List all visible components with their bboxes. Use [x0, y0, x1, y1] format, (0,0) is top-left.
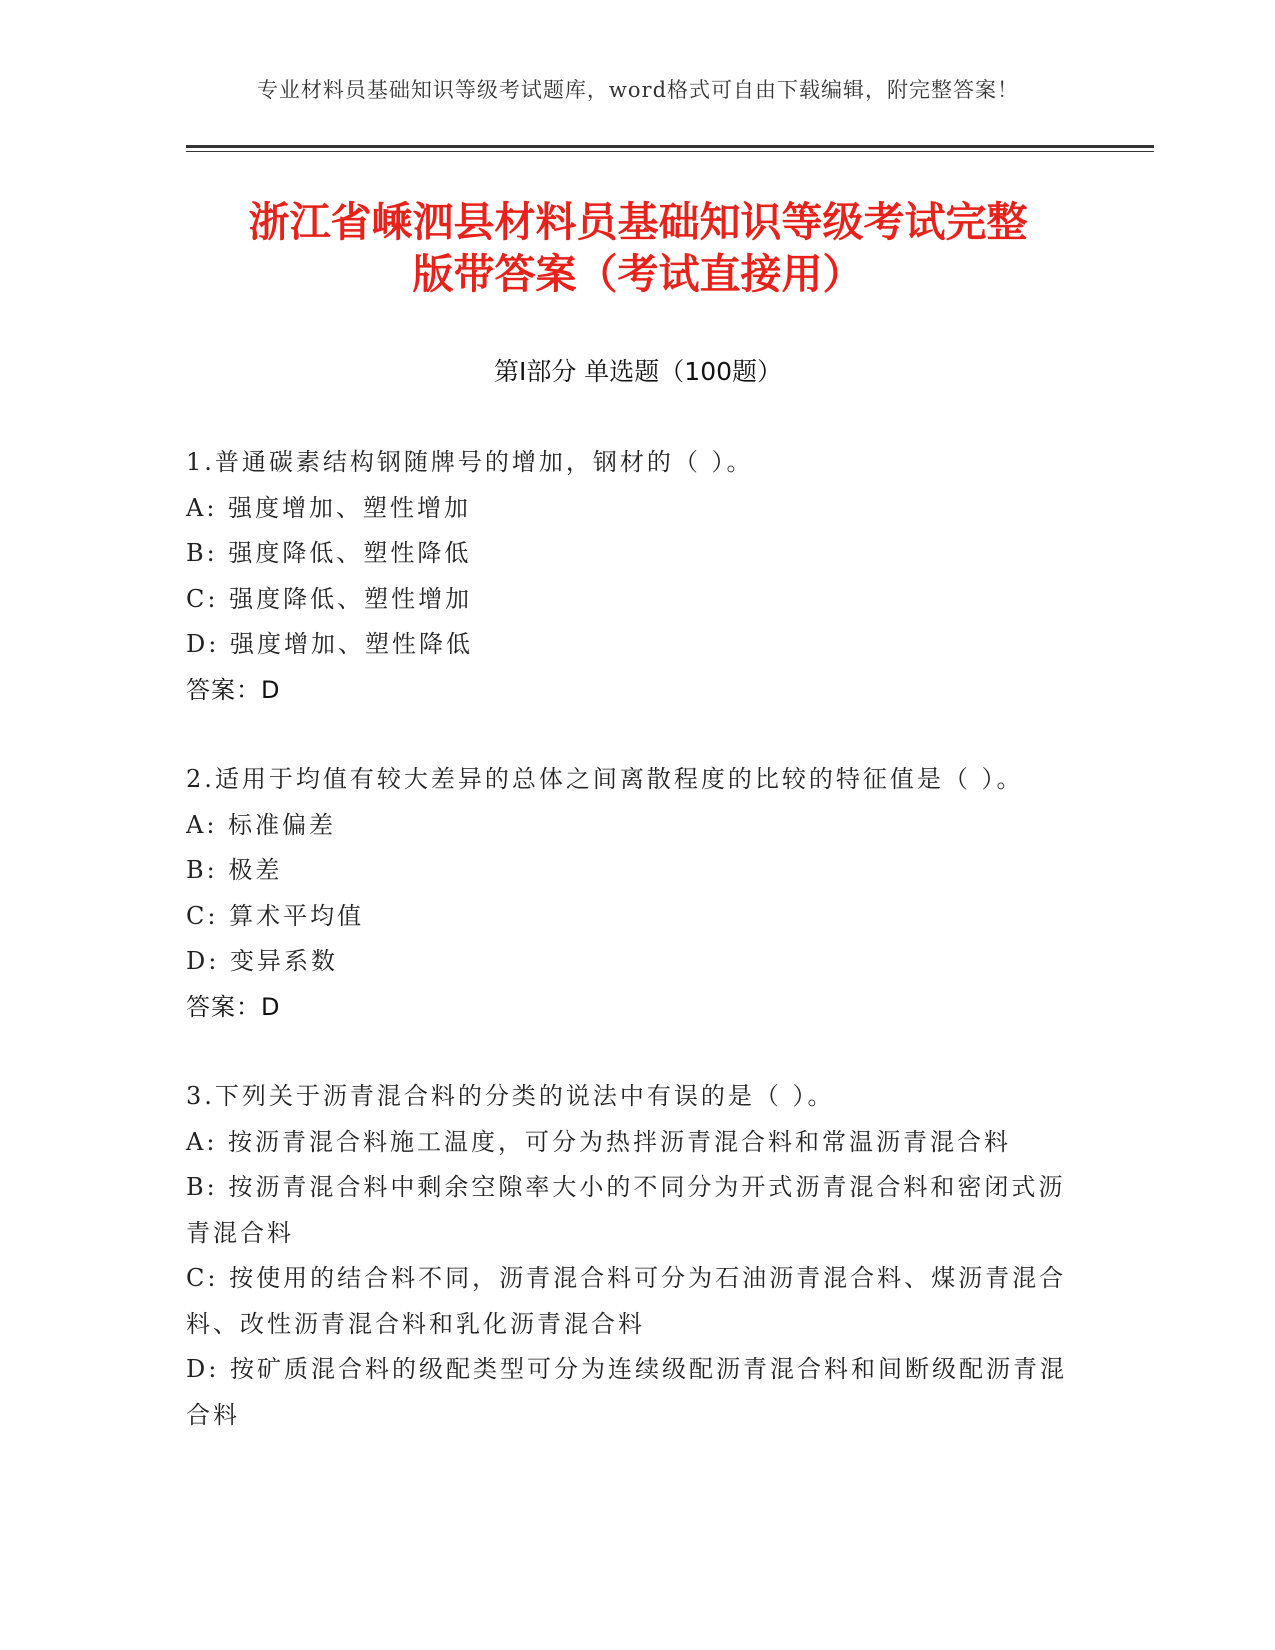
option-a: A: 强度增加、塑性增加 — [186, 493, 472, 522]
option-a: A: 标准偏差 — [186, 810, 337, 839]
option-b: B: 按沥青混合料中剩余空隙率大小的不同分为开式沥青混合料和密闭式沥青混合料 — [186, 1173, 1066, 1247]
question-2 — [186, 757, 1086, 1030]
option-d: D: 按矿质混合料的级配类型可分为连续级配沥青混合料和间断级配沥青混合料 — [186, 1355, 1067, 1429]
header-rule-thin — [186, 151, 1154, 152]
question-1 — [186, 440, 1086, 713]
title-line-2: 版带答案（考试直接用） — [412, 250, 864, 298]
option-d: D: 变异系数 — [186, 947, 338, 975]
option-d: D: 强度增加、塑性降低 — [186, 630, 473, 658]
section-heading: 第Ⅰ部分 单选题（100题） — [493, 357, 783, 386]
question-stem: 2.适用于均值有较大差异的总体之间离散程度的比较的特征值是（ ）。 — [186, 765, 1024, 793]
option-c: C: 算术平均值 — [186, 901, 365, 930]
title-line-1: 浙江省嵊泗县材料员基础知识等级考试完整 — [248, 198, 1028, 246]
option-a: A: 按沥青混合料施工温度，可分为热拌沥青混合料和常温沥青混合料 — [186, 1127, 1012, 1156]
question-stem: 3.下列关于沥青混合料的分类的说法中有误的是（ ）。 — [186, 1082, 835, 1110]
question-3 — [186, 1074, 1086, 1438]
option-b: B: 极差 — [186, 856, 283, 884]
option-b: B: 强度降低、塑性降低 — [186, 539, 472, 567]
answer-text: 答案：D — [186, 992, 281, 1021]
question-stem: 1.普通碳素结构钢随牌号的增加，钢材的（ ）。 — [186, 448, 754, 476]
option-c: C: 强度降低、塑性增加 — [186, 584, 473, 613]
page-header: 专业材料员基础知识等级考试题库，word格式可自由下载编辑，附完整答案！ — [256, 78, 1020, 102]
document-title — [186, 196, 1090, 300]
answer-text: 答案：D — [186, 675, 281, 704]
option-c: C: 按使用的结合料不同，沥青混合料可分为石油沥青混合料、煤沥青混合料、改性沥青混合料和乳化沥青混合料 — [186, 1264, 1067, 1338]
question-list — [186, 440, 1086, 1482]
header-rule-thick — [186, 145, 1154, 148]
